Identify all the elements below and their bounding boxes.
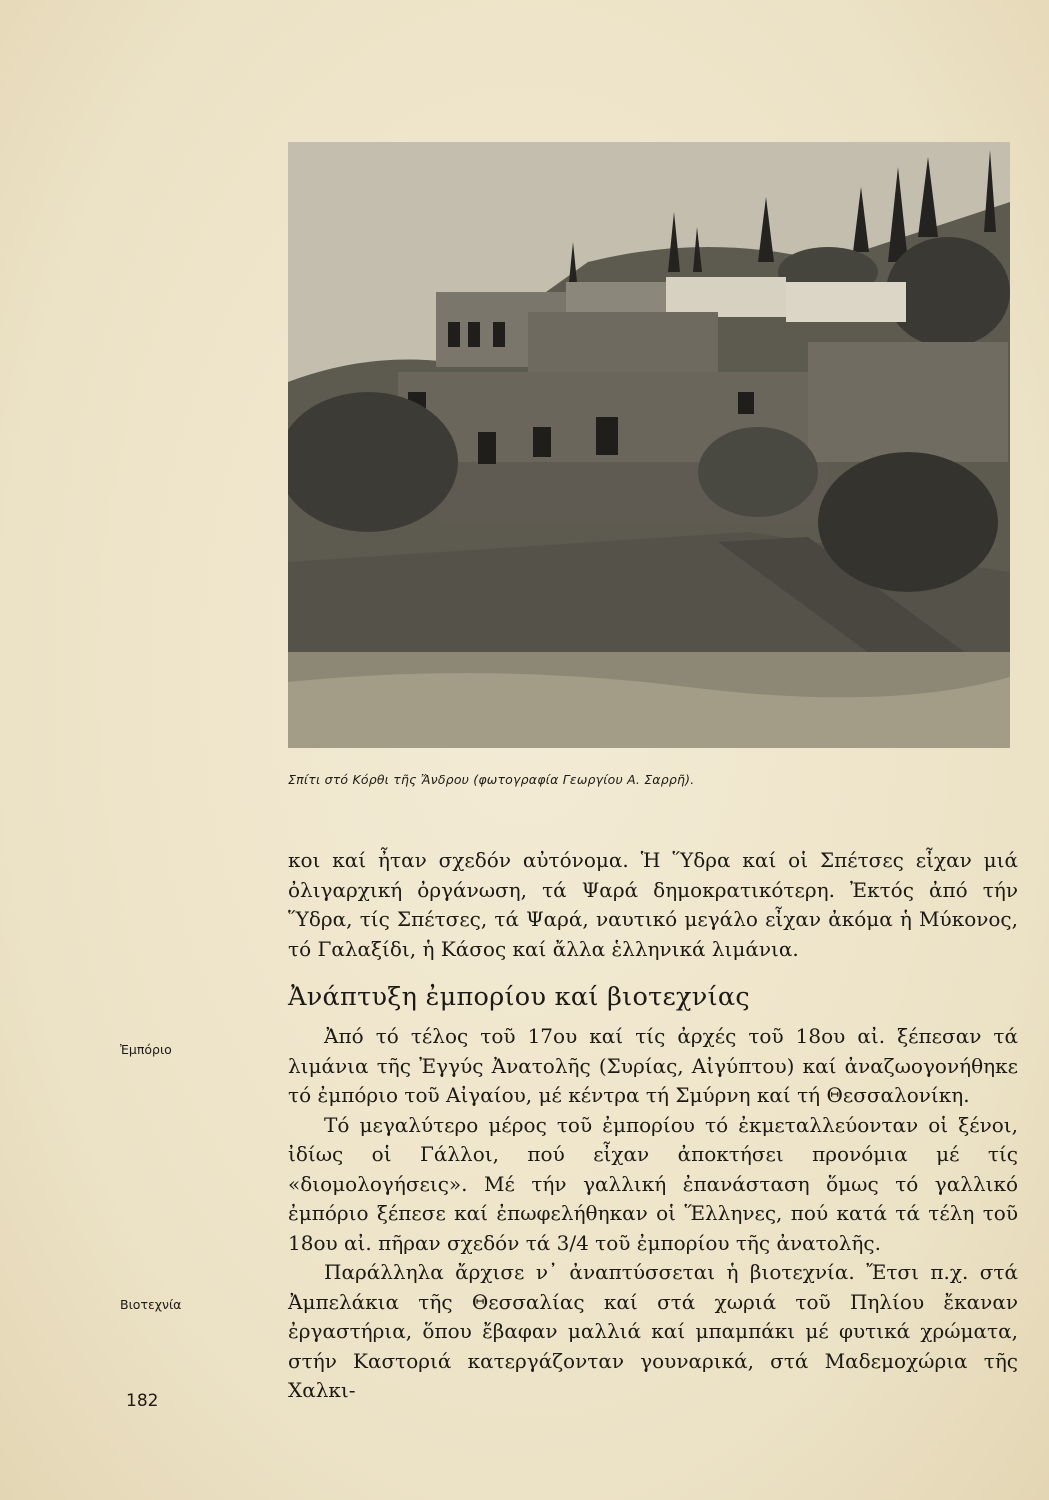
house-photograph [288,142,1010,748]
margin-note-biotexnia: Βιοτεχνία [120,1297,182,1312]
margin-note-emporio: Ἐμπόριο [120,1042,172,1057]
page-number: 182 [126,1391,159,1411]
paragraph: Παράλληλα ἄρχισε ν᾽ ἀναπτύσσεται ἡ βιοτεχνία. Ἔτσι π.χ. στά Ἀμπελάκια τῆς Θεσσαλίας καί στά χωριά τοῦ Πηλίου ἔκαναν ἐργαστήρια, ὅπου ἔβαφαν μαλλιά καί μπαμπάκι μέ φυτικά χρώματα, στήν Καστοριά κατεργάζονταν γουναρικά, στά Μαδεμοχώρια τῆς Χαλκι- [288,1260,1018,1402]
section-body [288,1022,1018,1406]
intro-paragraph-block [288,846,1018,964]
paragraph: Ἀπό τό τέλος τοῦ 17ου καί τίς ἀρχές τοῦ 18ου αἰ. ξέπεσαν τά λιμάνια τῆς Ἐγγύς Ἀνατολῆς (Συρίας, Αἰγύπτου) καί ἀναζωογονήθηκε τό ἐμπόριο τοῦ Αἰγαίου, μέ κέντρα τή Σμύρνη καί τή Θεσσαλονίκη. [288,1024,1018,1107]
section-heading: Ἀνάπτυξη ἐμπορίου καί βιοτεχνίας [288,982,750,1012]
photo-caption: Σπίτι στό Κόρθι τῆς Ἄνδρου (φωτογραφία Γεωργίου Α. Σαρρῆ). [288,772,695,787]
paragraph: κοι καί ἦταν σχεδόν αὐτόνομα. Ἡ Ὕδρα καί οἱ Σπέτσες εἶχαν μιά ὀλιγαρχική ὀργάνωση, τά Ψαρά δημοκρατικότερη. Ἐκτός ἀπό τήν Ὕδρα, τίς Σπέτσες, τά Ψαρά, ναυτικό μεγάλο εἶχαν ἀκόμα ἡ Μύκονος, τό Γαλαξίδι, ἡ Κάσος καί ἄλλα ἑλληνικά λιμάνια. [288,848,1018,961]
photo-illustration [288,142,1010,748]
paragraph: Τό μεγαλύτερο μέρος τοῦ ἐμπορίου τό ἐκμεταλλεύονταν οἱ ξένοι, ἰδίως οἱ Γάλλοι, πού εἶχαν ἀποκτήσει προνόμια μέ τίς «διομολογήσεις». Μέ τήν γαλλική ἐπανάσταση ὅμως τό γαλλικό ἐμπόριο ξέπεσε καί ἐπωφελήθηκαν οἱ Ἕλληνες, πού κατά τά τέλη τοῦ 18ου αἰ. πῆραν σχεδόν τά 3/4 τοῦ ἐμπορίου τῆς ἀνατολῆς. [288,1112,1018,1255]
